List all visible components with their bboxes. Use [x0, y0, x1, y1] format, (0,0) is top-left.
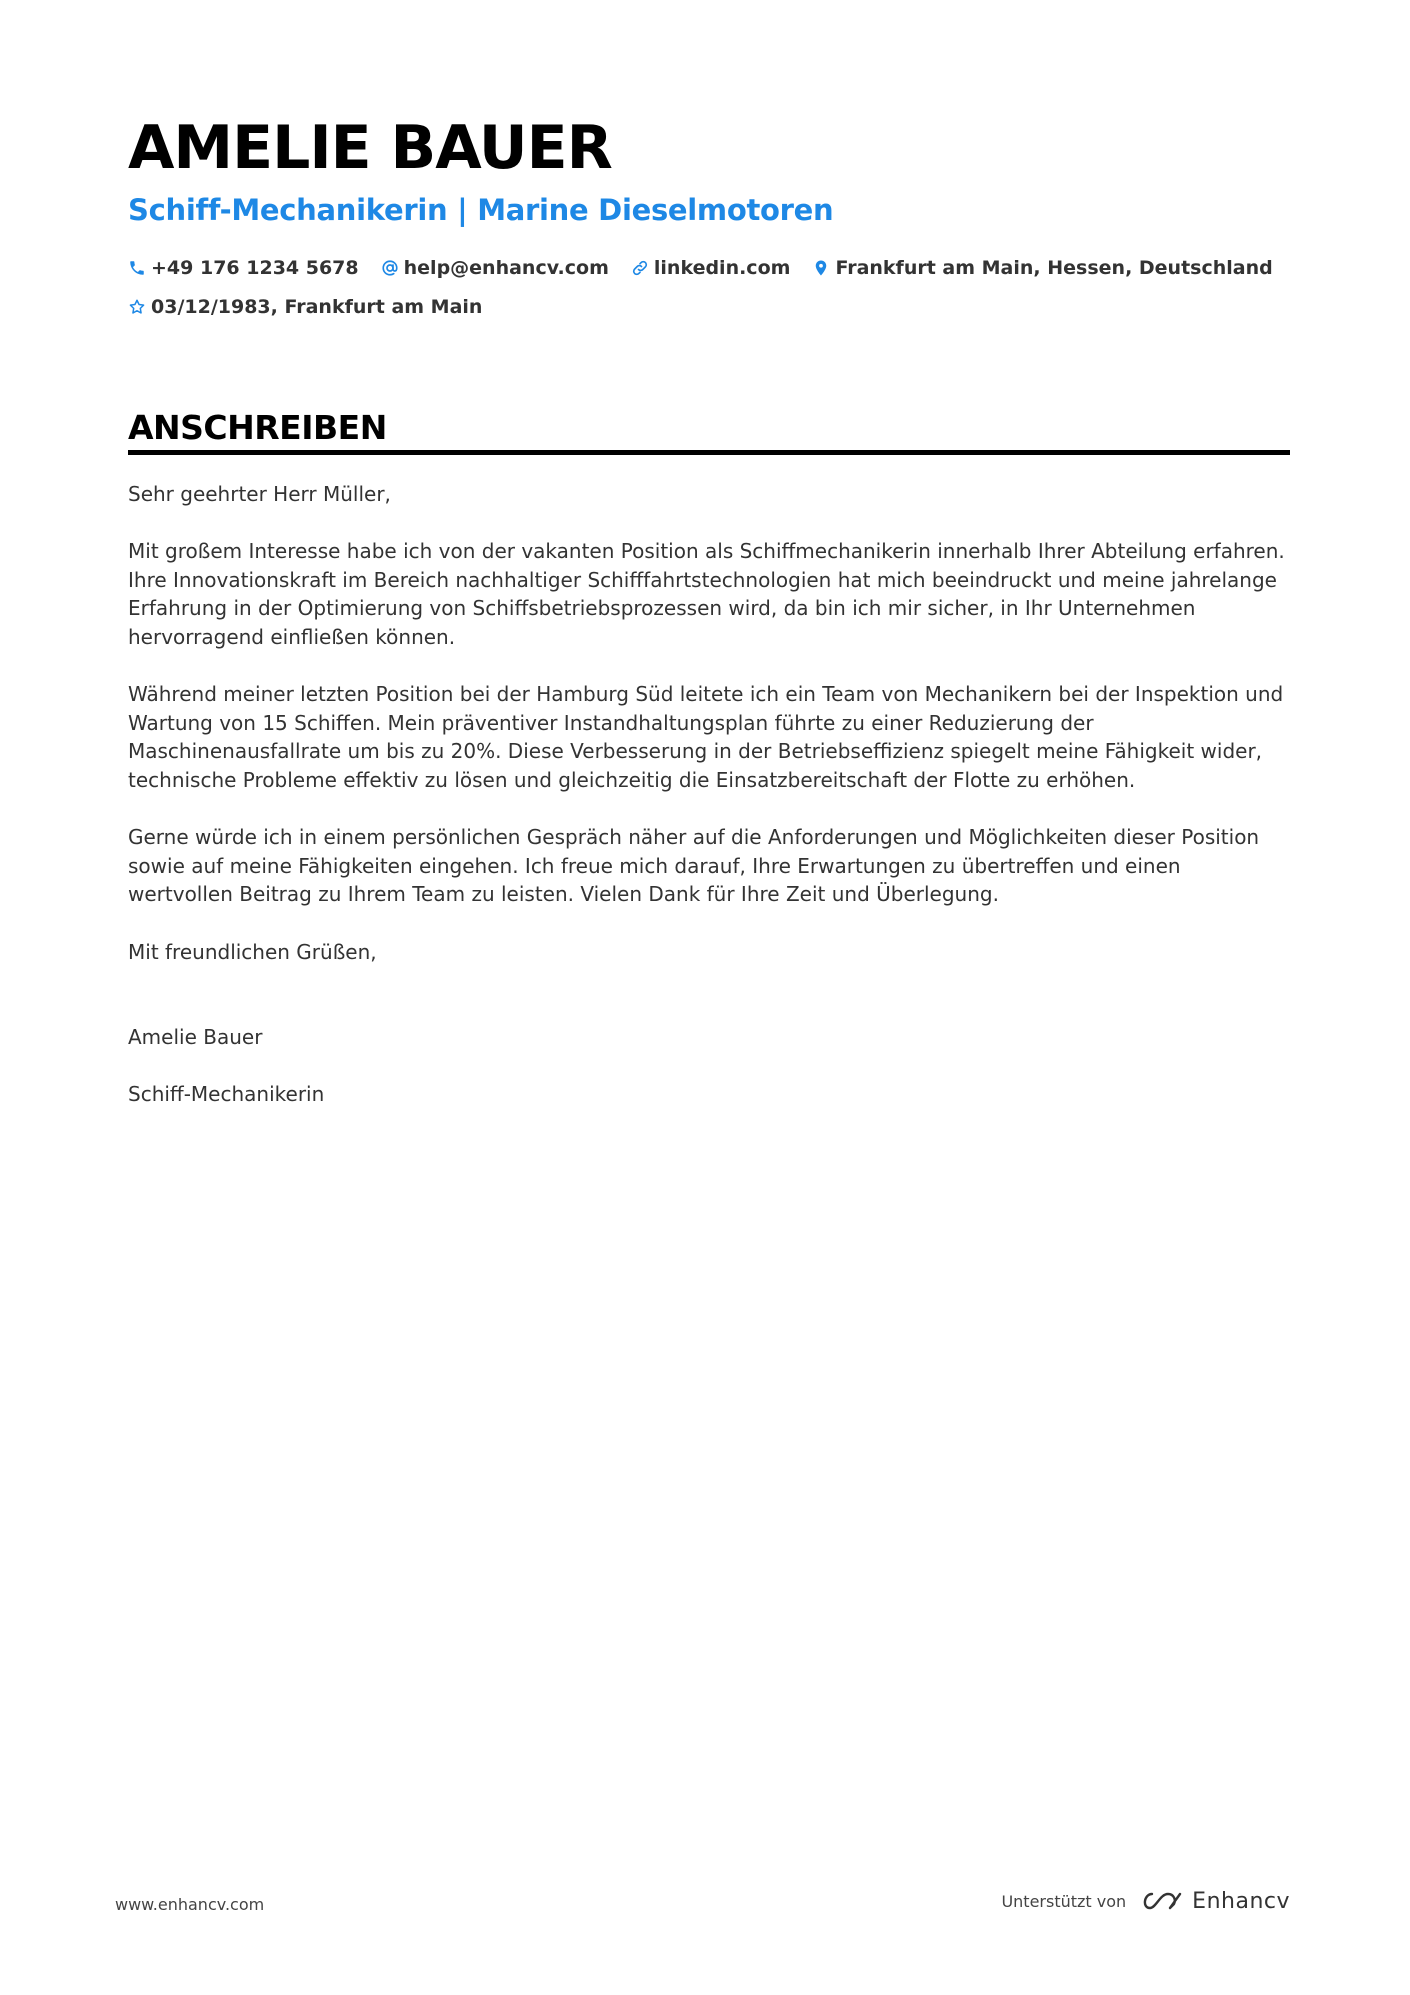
candidate-title: Schiff-Mechanikerin | Marine Dieselmotoren — [128, 193, 834, 227]
signature-title: Schiff-Mechanikerin — [128, 1082, 325, 1107]
contact-phone — [128, 254, 359, 282]
letter-paragraph: Während meiner letzten Position bei der Hamburg Süd leitete ich ein Team von Mechanikern bei der Inspektion und Wartung von 15 Schiffen. Mein präventiver Instandhaltungsplan führte zu einer Reduzierung der Maschinenausfallrate um bis zu 20%. Diese Verbesserung in der Betriebseffizienz spiegelt meine Fähigkeit wider, technische Probleme effektiv zu lösen und gleichzeitig die Einsatzbereitschaft der Flotte zu erhöhen. — [128, 682, 1284, 792]
section-divider — [128, 450, 1290, 455]
section-title: ANSCHREIBEN — [128, 408, 387, 447]
enhancv-logo-icon — [1138, 1888, 1184, 1914]
linkedin-text: linkedin.com — [653, 257, 791, 279]
phone-icon — [128, 259, 146, 277]
enhancv-logo[interactable] — [1138, 1888, 1290, 1914]
enhancv-logo-text: Enhancv — [1192, 1888, 1290, 1914]
phone-text: +49 176 1234 5678 — [151, 257, 359, 279]
location-text: Frankfurt am Main, Hessen, Deutschland — [835, 257, 1273, 279]
letter-body — [128, 480, 1290, 1137]
section-header — [128, 406, 1290, 455]
email-text: help@enhancv.com — [403, 257, 609, 279]
contact-row — [128, 254, 1295, 282]
footer-website[interactable]: www.enhancv.com — [115, 1895, 265, 1914]
location-pin-icon — [812, 259, 830, 277]
contact-location — [812, 254, 1272, 282]
contact-email — [381, 254, 609, 282]
contact-linkedin — [631, 254, 791, 282]
candidate-name: AMELIE BAUER — [128, 113, 612, 183]
contact-row-2 — [128, 293, 504, 321]
footer-branding — [1001, 1888, 1290, 1914]
contact-birth — [128, 293, 482, 321]
letter-salutation: Sehr geehrter Herr Müller, — [128, 482, 391, 506]
star-icon — [128, 298, 146, 316]
letter-paragraph: Mit großem Interesse habe ich von der vakanten Position als Schiffmechanikerin innerhalb Ihrer Abteilung erfahren. Ihre Innovationskraft im Bereich nachhaltiger Schifffahrtstechnologien hat mich beeindruckt und meine jahrelange Erfahrung in der Optimierung von Schiffsbetriebsprozessen wird, da bin ich mir sicher, in Ihr Unternehmen hervorragend einfließen können. — [128, 539, 1285, 649]
signature-name: Amelie Bauer — [128, 1025, 263, 1050]
powered-by-text: Unterstützt von — [1001, 1891, 1127, 1911]
at-icon — [381, 259, 399, 277]
birth-text: 03/12/1983, Frankfurt am Main — [151, 296, 483, 318]
letter-paragraph: Gerne würde ich in einem persönlichen Gespräch näher auf die Anforderungen und Möglichkeiten dieser Position sowie auf meine Fähigkeiten eingehen. Ich freue mich darauf, Ihre Erwartungen zu übertreffen und einen wertvollen Beitrag zu Ihrem Team zu leisten. Vielen Dank für Ihre Zeit und Überlegung. — [128, 825, 1260, 907]
link-icon — [631, 259, 649, 277]
letter-closing: Mit freundlichen Grüßen, — [128, 939, 377, 964]
